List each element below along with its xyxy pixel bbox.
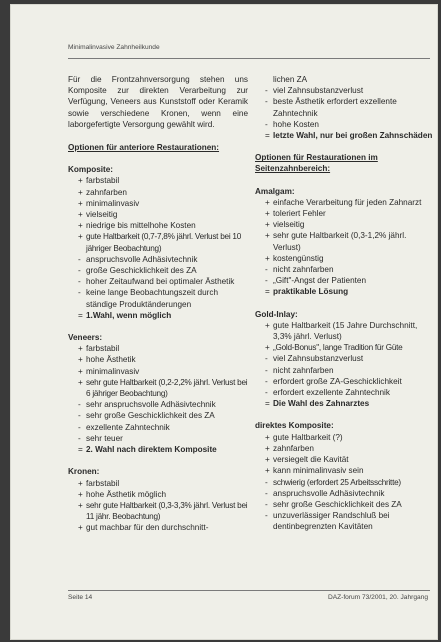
bullet-symbol: + [265, 466, 270, 476]
bullet-symbol: - [265, 376, 268, 386]
con-item [68, 399, 248, 410]
con-item [255, 353, 433, 364]
bullet-symbol: = [265, 287, 270, 297]
bullet-symbol: = [265, 131, 270, 141]
bullet-symbol: + [78, 478, 83, 488]
con-item [68, 276, 248, 287]
con-item [255, 264, 433, 275]
bullet-symbol: + [78, 489, 83, 499]
con-item [255, 96, 433, 118]
item-text: sehr gute Haltbarkeit (0,3-3,3% jährl. Verlust bei 11 jähr. Beobachtung) [86, 500, 248, 522]
pro-item [68, 175, 248, 186]
item-text: versiegelt die Kavität [273, 455, 349, 465]
pro-item [255, 219, 433, 230]
con-item [68, 287, 248, 309]
item-text: 1.Wahl, wenn möglich [86, 310, 172, 320]
pro-item [68, 220, 248, 231]
item-text: anspruchsvolle Adhäsivtechnik [273, 488, 385, 498]
pro-item [68, 489, 248, 500]
item-text: keine lange Beobachtungszeit durch ständige Produktänderungen [86, 288, 219, 309]
bullet-symbol: + [78, 221, 83, 231]
right-column [255, 74, 433, 544]
pro-item [68, 522, 248, 533]
pro-item [255, 443, 433, 454]
pro-item [68, 366, 248, 377]
con-item [68, 410, 248, 421]
bullet-symbol: - [78, 433, 81, 443]
section-title-posterior: Optionen für Restaurationen im Seitenzahnbereich: [255, 153, 378, 174]
right-continuation [255, 74, 433, 141]
bullet-symbol: + [265, 197, 270, 207]
option-group [68, 332, 248, 455]
bullet-symbol: - [265, 354, 268, 364]
item-text: sehr große Geschicklichkeit des ZA [86, 411, 215, 421]
item-text: hohe Ästhetik [86, 355, 136, 365]
group-title: direktes Komposite: [255, 421, 334, 431]
item-text: anspruchsvolle Adhäsivtechnik [86, 254, 198, 264]
left-groups [68, 164, 248, 533]
group-title: Amalgam: [255, 186, 295, 196]
item-text: erfordert große ZA-Geschicklichkeit [273, 376, 402, 386]
bullet-symbol: = [78, 310, 83, 320]
bullet-symbol: + [265, 220, 270, 230]
item-text: gute Haltbarkeit (?) [273, 432, 343, 442]
con-item [255, 387, 433, 398]
option-group [68, 164, 248, 321]
conclusion-item [255, 130, 433, 141]
bullet-symbol: + [265, 320, 270, 330]
bullet-symbol: - [78, 411, 81, 421]
conclusion-item [255, 286, 433, 297]
item-text: sehr teuer [86, 433, 123, 443]
bullet-symbol: = [78, 445, 83, 455]
item-text: zahnfarben [273, 443, 314, 453]
pro-item [68, 198, 248, 209]
bullet-symbol: + [265, 231, 270, 241]
pro-item [255, 230, 433, 252]
conclusion-item [68, 444, 248, 455]
bullet-symbol: + [78, 176, 83, 186]
footer-page-number: Seite 14 [68, 594, 93, 601]
item-text: gut machbar für den durchschnitt- [86, 523, 209, 533]
bullet-symbol: + [78, 232, 83, 242]
con-item [68, 265, 248, 276]
item-text: vielseitig [86, 210, 118, 220]
bullet-symbol: + [265, 443, 270, 453]
pro-item [255, 432, 433, 443]
item-text: viel Zahnsubstanzverlust [273, 86, 364, 96]
bullet-symbol: - [265, 499, 268, 509]
group-title: Gold-Inlay: [255, 309, 298, 319]
con-item [255, 477, 433, 488]
item-text: beste Ästhetik erfordert exzellente Zahntechnik [273, 97, 397, 118]
con-item [255, 376, 433, 387]
con-item [255, 85, 433, 96]
pro-item [68, 343, 248, 354]
bullet-symbol: + [78, 210, 83, 220]
bullet-symbol: - [265, 97, 268, 107]
item-text: gute Haltbarkeit (15 Jahre Durchschnitt, 3,3% jährl. Verlust) [273, 320, 418, 342]
bullet-symbol: - [265, 511, 268, 521]
item-text: farbstabil [86, 344, 120, 354]
con-item [255, 510, 433, 532]
pro-item [255, 342, 433, 353]
bullet-symbol: + [78, 344, 83, 354]
bullet-symbol: + [78, 377, 83, 387]
option-group [68, 466, 248, 533]
bullet-symbol: - [265, 365, 268, 375]
bullet-symbol: + [265, 455, 270, 465]
con-item [255, 119, 433, 130]
option-group [255, 309, 433, 410]
option-group [255, 420, 433, 532]
item-text: zahnfarben [86, 187, 127, 197]
footer-rule [68, 590, 430, 591]
pro-item [68, 478, 248, 489]
group-title: Veneers: [68, 333, 103, 343]
item-text: hohe Ästhetik möglich [86, 489, 167, 499]
item-text: kann minimalinvasiv sein [273, 466, 364, 476]
bullet-symbol: - [265, 276, 268, 286]
bullet-symbol: - [78, 277, 81, 287]
bullet-symbol: + [78, 355, 83, 365]
header-rule [68, 58, 430, 59]
bullet-symbol: - [78, 288, 81, 298]
intro-paragraph: Für die Frontzahnversorgung stehen uns Komposite zur direkten Verarbeitung zur Verfügung, Veneers aus Kunststoff oder Keramik sowie verschiedene Kronen, wenn eine laborgefertigte Versorgung gewählt wird. [68, 75, 248, 129]
group-title: Kronen: [68, 467, 100, 477]
item-text: nicht zahnfarben [273, 265, 334, 275]
pro-item [68, 377, 248, 399]
item-text: „Gold-Bonus", lange Tradition für Güte [273, 343, 403, 353]
item-text: sehr gute Haltbarkeit (0,2-2,2% jährl. Verlust bei 6 jähriger Beobachtung) [86, 377, 248, 399]
item-text: sehr große Geschicklichkeit des ZA [273, 499, 402, 509]
con-item [68, 422, 248, 433]
pro-item [68, 231, 248, 253]
con-item [255, 488, 433, 499]
bullet-symbol: + [265, 343, 270, 353]
item-text: große Geschicklichkeit des ZA [86, 266, 197, 276]
item-text: minimalinvasiv [86, 198, 140, 208]
bullet-symbol: + [78, 198, 83, 208]
item-text: nicht zahnfarben [273, 365, 334, 375]
con-item [255, 365, 433, 376]
conclusion-item [255, 398, 433, 409]
item-text: sehr gute Haltbarkeit (0,3-1,2% jährl. Verlust) [273, 231, 407, 252]
bullet-symbol: + [78, 500, 83, 510]
con-item [255, 275, 433, 286]
bullet-symbol: - [265, 388, 268, 398]
pro-item [255, 465, 433, 476]
item-text: unzuverlässiger Randschluß bei dentinbegrenzten Kavitäten [273, 511, 390, 532]
bullet-symbol: + [78, 187, 83, 197]
item-text: exzellente Zahntechnik [86, 422, 170, 432]
pro-item [255, 454, 433, 465]
bullet-symbol: - [78, 254, 81, 264]
item-text: praktikable Lösung [273, 287, 349, 297]
item-text: hoher Zeitaufwand bei optimaler Ästhetik [86, 277, 235, 287]
bullet-symbol: + [78, 523, 83, 533]
item-text: einfache Verarbeitung für jeden Zahnarzt [273, 197, 422, 207]
item-text: farbstabil [86, 478, 120, 488]
item-text: gute Haltbarkeit (0,7-7,8% jährl. Verlust bei 10 jähriger Beobachtung) [86, 232, 242, 253]
bullet-symbol: - [78, 400, 81, 410]
item-text: Die Wahl des Zahnarztes [273, 399, 370, 409]
pro-item [255, 320, 433, 342]
conclusion-item [68, 310, 248, 321]
pro-item [255, 208, 433, 219]
item-text: vielseitig [273, 220, 305, 230]
bullet-symbol: - [265, 488, 268, 498]
bullet-symbol: - [265, 86, 268, 96]
bullet-symbol: = [265, 399, 270, 409]
item-text: schwierig (erfordert 25 Arbeitsschritte) [273, 477, 401, 487]
con-item [68, 254, 248, 265]
bullet-symbol: + [265, 432, 270, 442]
section-title-anterior: Optionen für anteriore Restaurationen: [68, 143, 220, 153]
bullet-symbol: + [265, 253, 270, 263]
pro-item [68, 187, 248, 198]
footer-journal: DAZ-forum 73/2001, 20. Jahrgang [327, 594, 428, 601]
item-text: 2. Wahl nach direktem Komposite [86, 445, 217, 455]
con-item [68, 433, 248, 444]
bullet-symbol: + [265, 209, 270, 219]
running-header: Minimalinvasive Zahnheilkunde [68, 44, 160, 51]
pro-item [68, 354, 248, 365]
bullet-symbol: - [78, 422, 81, 432]
document-page [10, 4, 438, 640]
item-text: kostengünstig [273, 253, 324, 263]
con-item [255, 499, 433, 510]
group-title: Komposite: [68, 165, 114, 175]
item-text: letzte Wahl, nur bei großen Zahnschäden [273, 131, 433, 141]
item-text: viel Zahnsubstanzverlust [273, 354, 364, 364]
right-groups [255, 186, 433, 533]
option-group [255, 186, 433, 298]
bullet-symbol: - [78, 266, 81, 276]
item-text: „Gift"-Angst der Patienten [273, 276, 367, 286]
pro-item [255, 197, 433, 208]
pro-item [68, 500, 248, 522]
item-text: niedrige bis mittelhohe Kosten [86, 221, 196, 231]
left-column [68, 74, 248, 545]
pro-item [255, 253, 433, 264]
list-item [255, 74, 433, 85]
item-text: lichen ZA [273, 75, 308, 84]
item-text: minimalinvasiv [86, 366, 140, 376]
bullet-symbol [265, 74, 273, 85]
bullet-symbol: - [265, 119, 268, 129]
pro-item [68, 209, 248, 220]
item-text: toleriert Fehler [273, 209, 326, 219]
bullet-symbol: + [78, 366, 83, 376]
bullet-symbol: - [265, 265, 268, 275]
item-text: sehr anspruchsvolle Adhäsivtechnik [86, 400, 216, 410]
bullet-symbol: - [265, 477, 268, 487]
item-text: farbstabil [86, 176, 120, 186]
item-text: hohe Kosten [273, 119, 319, 129]
item-text: erfordert exzellente Zahntechnik [273, 388, 390, 398]
